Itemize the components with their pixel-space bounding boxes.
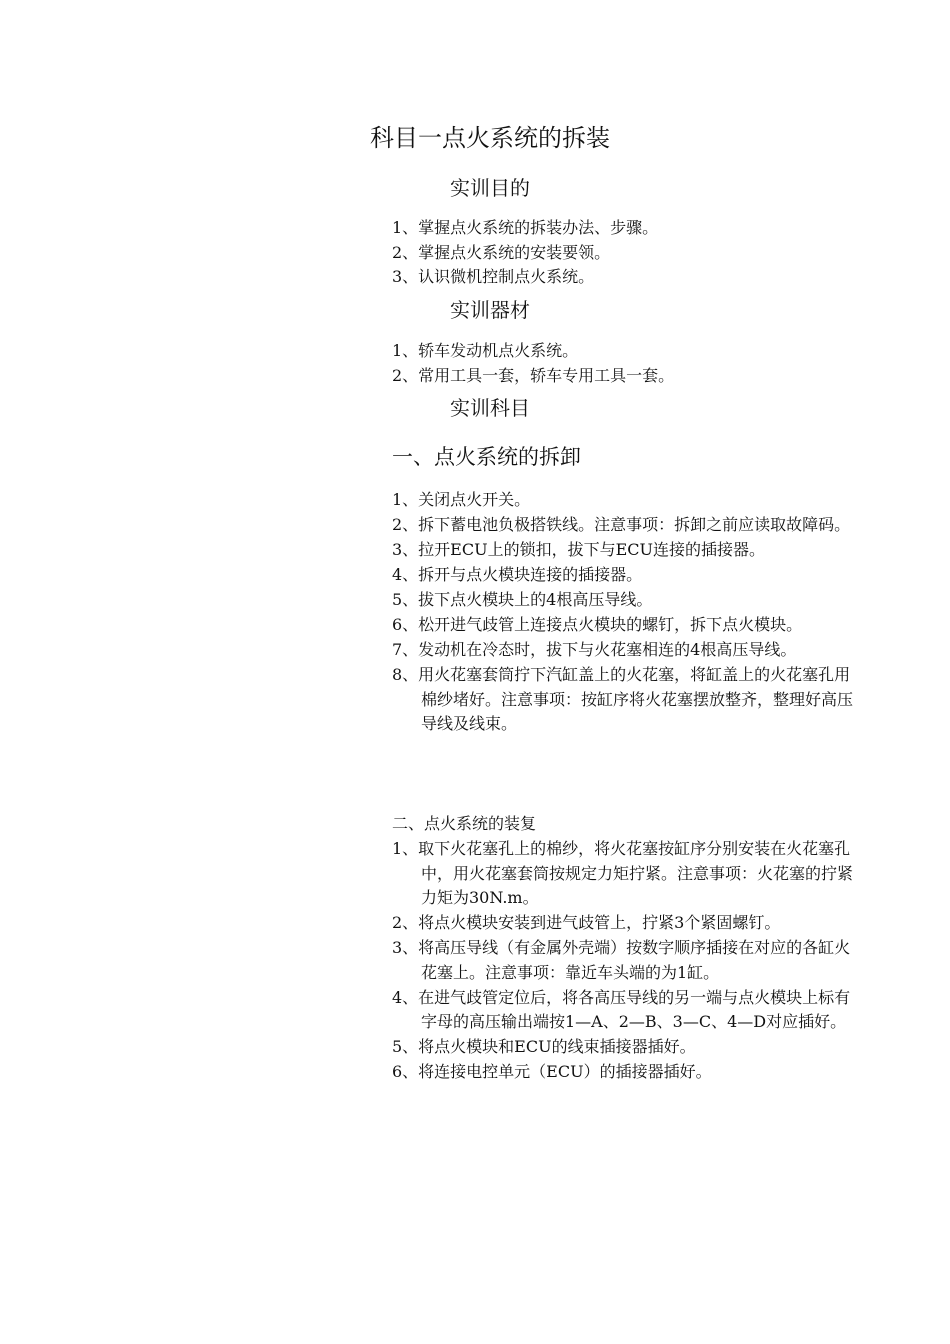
list-item: 3、认识微机控制点火系统。 [392, 267, 595, 286]
list-item: 5、将点火模块和ECU的线束插接器插好。 [392, 1037, 696, 1056]
list-item: 2、拆下蓄电池负极搭铁线。注意事项：拆卸之前应读取故障码。 [392, 515, 851, 534]
assembly-list [392, 837, 862, 1085]
list-item: 1、关闭点火开关。 [392, 490, 531, 509]
list-item: 6、将连接电控单元（ECU）的插接器插好。 [392, 1062, 712, 1081]
list-item: 6、松开进气歧管上连接点火模块的螺钉，拆下点火模块。 [392, 615, 803, 634]
list-item: 1、掌握点火系统的拆装办法、步骤。 [392, 218, 659, 237]
list-item: 4、拆开与点火模块连接的插接器。 [392, 565, 643, 584]
list-item: 2、掌握点火系统的安装要领。 [392, 242, 611, 262]
list-item: 5、拔下点火模块上的4根高压导线。 [392, 590, 653, 609]
list-item: 1、轿车发动机点火系统。 [392, 341, 579, 360]
list-item: 7、发动机在冷态时，拔下与火花塞相连的4根高压导线。 [392, 640, 797, 659]
list-item: 8、用火花塞套筒拧下汽缸盖上的火花塞，将缸盖上的火花塞孔用棉纱堵好。注意事项：按缸序将火花塞摆放整齐，整理好高压导线及线束。 [392, 665, 854, 733]
equipment-heading: 实训器材 [450, 298, 530, 322]
list-item: 4、在进气歧管定位后，将各高压导线的另一端与点火模块上标有字母的高压输出端按1—A、2—B、3—C、4—D对应插好。 [392, 987, 851, 1031]
assembly-heading: 二、点火系统的装复 [392, 814, 537, 833]
disassembly-heading: 一、点火系统的拆卸 [392, 445, 581, 469]
document-title: 科目一点火系统的拆装 [370, 124, 610, 152]
list-item: 2、将点火模块安装到进气歧管上，拧紧3个紧固螺钉。 [392, 913, 781, 932]
purpose-heading: 实训目的 [450, 176, 530, 200]
purpose-list [392, 216, 862, 290]
list-item: 3、拉开ECU上的锁扣，拔下与ECU连接的插接器。 [392, 540, 765, 559]
list-item: 2、常用工具一套，轿车专用工具一套。 [392, 365, 675, 385]
list-item: 3、将高压导线（有金属外壳端）按数字顺序插接在对应的各缸火花塞上。注意事项：靠近车头端的为1缸。 [392, 938, 851, 982]
equipment-list [392, 339, 862, 388]
subjects-heading: 实训科目 [450, 396, 530, 420]
list-item: 1、取下火花塞孔上的棉纱，将火花塞按缸序分别安装在火花塞孔中，用火花塞套筒按规定力矩拧紧。注意事项：火花塞的拧紧力矩为30N.m。 [392, 839, 854, 907]
disassembly-list [392, 488, 862, 737]
